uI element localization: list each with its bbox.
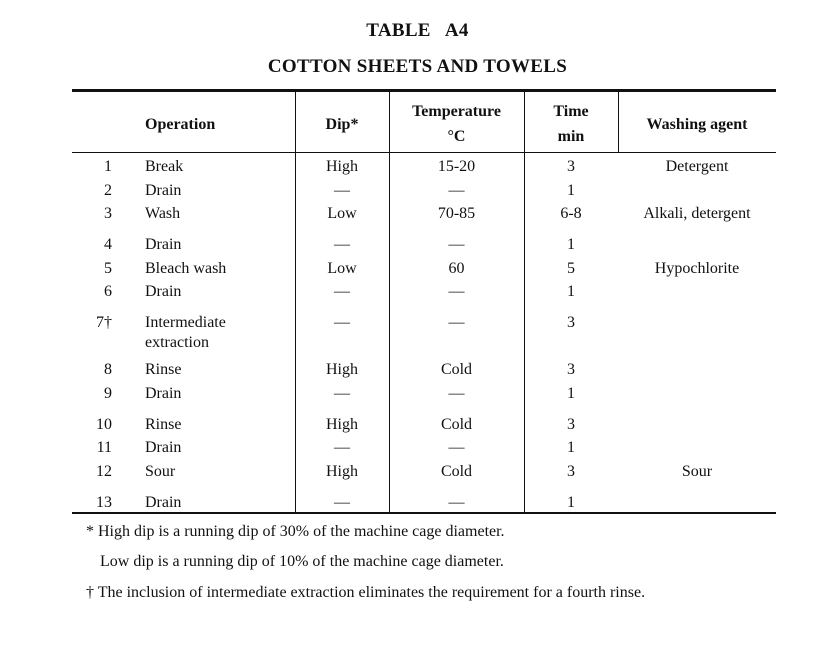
row-operation: Drain — [145, 236, 182, 253]
row-operation: Drain — [145, 385, 182, 402]
row-temperature: — — [448, 439, 465, 456]
table-subtitle: COTTON SHEETS AND TOWELS — [267, 56, 568, 77]
row-number: 13 — [96, 494, 112, 511]
row-number: 10 — [96, 416, 112, 433]
row-dip: — — [334, 494, 350, 511]
row-time: 1 — [567, 182, 575, 199]
row-number: 6 — [104, 283, 112, 300]
footnote-high-dip: * High dip is a running dip of 30% of the machine cage diameter. — [86, 523, 505, 540]
row-time: 1 — [567, 283, 575, 300]
header-dip: Dip* — [325, 116, 359, 133]
row-time: 3 — [567, 463, 575, 480]
row-dip: Low — [327, 205, 357, 222]
row-operation: Break — [145, 158, 184, 175]
row-time: 1 — [567, 439, 575, 456]
footnote-low-dip: Low dip is a running dip of 10% of the machine cage diameter. — [100, 553, 504, 570]
row-time: 3 — [567, 158, 575, 175]
row-temperature: Cold — [440, 416, 473, 433]
footnote-dagger: † The inclusion of intermediate extraction eliminates the requirement for a fourth rinse. — [86, 584, 646, 601]
row-temperature: Cold — [440, 361, 473, 378]
row-washing-agent: Detergent — [665, 158, 729, 175]
row-time: 1 — [567, 236, 575, 253]
row-time: 3 — [567, 361, 575, 378]
row-number: 2 — [104, 182, 112, 199]
row-dip: High — [326, 463, 358, 480]
row-number: 1 — [104, 158, 112, 175]
row-dip: — — [334, 283, 350, 300]
row-dip: High — [326, 416, 358, 433]
row-dip: Low — [327, 260, 357, 277]
table-top-rule — [72, 89, 776, 92]
row-temperature: 15-20 — [437, 158, 476, 175]
row-number: 12 — [96, 463, 112, 480]
row-number: 4 — [104, 236, 112, 253]
row-operation: Rinse — [145, 361, 182, 378]
header-bottom-rule — [72, 152, 776, 153]
header-time: Time — [553, 103, 589, 120]
row-operation: Drain — [145, 494, 182, 511]
row-temperature: — — [448, 182, 465, 199]
row-washing-agent: Hypochlorite — [654, 260, 740, 277]
row-dip: — — [334, 182, 350, 199]
row-dip: High — [326, 361, 358, 378]
row-operation: Drain — [145, 283, 182, 300]
row-temperature: — — [448, 236, 465, 253]
row-operation: Drain — [145, 439, 182, 456]
header-temperature: Temperature — [412, 103, 501, 120]
row-number: 8 — [104, 361, 112, 378]
row-temperature: — — [448, 494, 465, 511]
row-dip: — — [334, 439, 350, 456]
row-number: 11 — [96, 439, 112, 456]
row-time: 3 — [567, 416, 575, 433]
header-operation: Operation — [145, 116, 216, 133]
row-dip: — — [334, 236, 350, 253]
row-temperature: — — [448, 314, 465, 331]
row-number: 3 — [104, 205, 112, 222]
row-operation: Intermediate — [145, 314, 226, 331]
row-time: 5 — [567, 260, 575, 277]
row-operation: Bleach wash — [145, 260, 227, 277]
row-temperature: — — [448, 283, 465, 300]
row-number: 7† — [96, 314, 112, 331]
row-temperature: 70-85 — [437, 205, 476, 222]
row-temperature: Cold — [440, 463, 473, 480]
row-operation: Wash — [145, 205, 181, 222]
row-dip: — — [334, 385, 350, 402]
header-temperature-unit: °C — [447, 128, 466, 145]
row-washing-agent: Sour — [681, 463, 713, 480]
row-operation: Rinse — [145, 416, 182, 433]
row-number: 5 — [104, 260, 112, 277]
row-temperature: 60 — [448, 260, 465, 277]
header-washing-agent: Washing agent — [646, 116, 748, 133]
row-time: 1 — [567, 385, 575, 402]
row-number: 9 — [104, 385, 112, 402]
row-time: 3 — [567, 314, 575, 331]
header-time-unit: min — [557, 128, 585, 145]
row-operation: Drain — [145, 182, 182, 199]
row-dip: High — [326, 158, 358, 175]
row-washing-agent: Alkali, detergent — [643, 205, 751, 222]
row-dip: — — [334, 314, 350, 331]
row-operation-continued: extraction — [145, 334, 209, 351]
table-title: TABLE A4 — [366, 20, 469, 41]
row-operation: Sour — [145, 463, 176, 480]
row-temperature: — — [448, 385, 465, 402]
row-time: 1 — [567, 494, 575, 511]
row-time: 6-8 — [560, 205, 582, 222]
